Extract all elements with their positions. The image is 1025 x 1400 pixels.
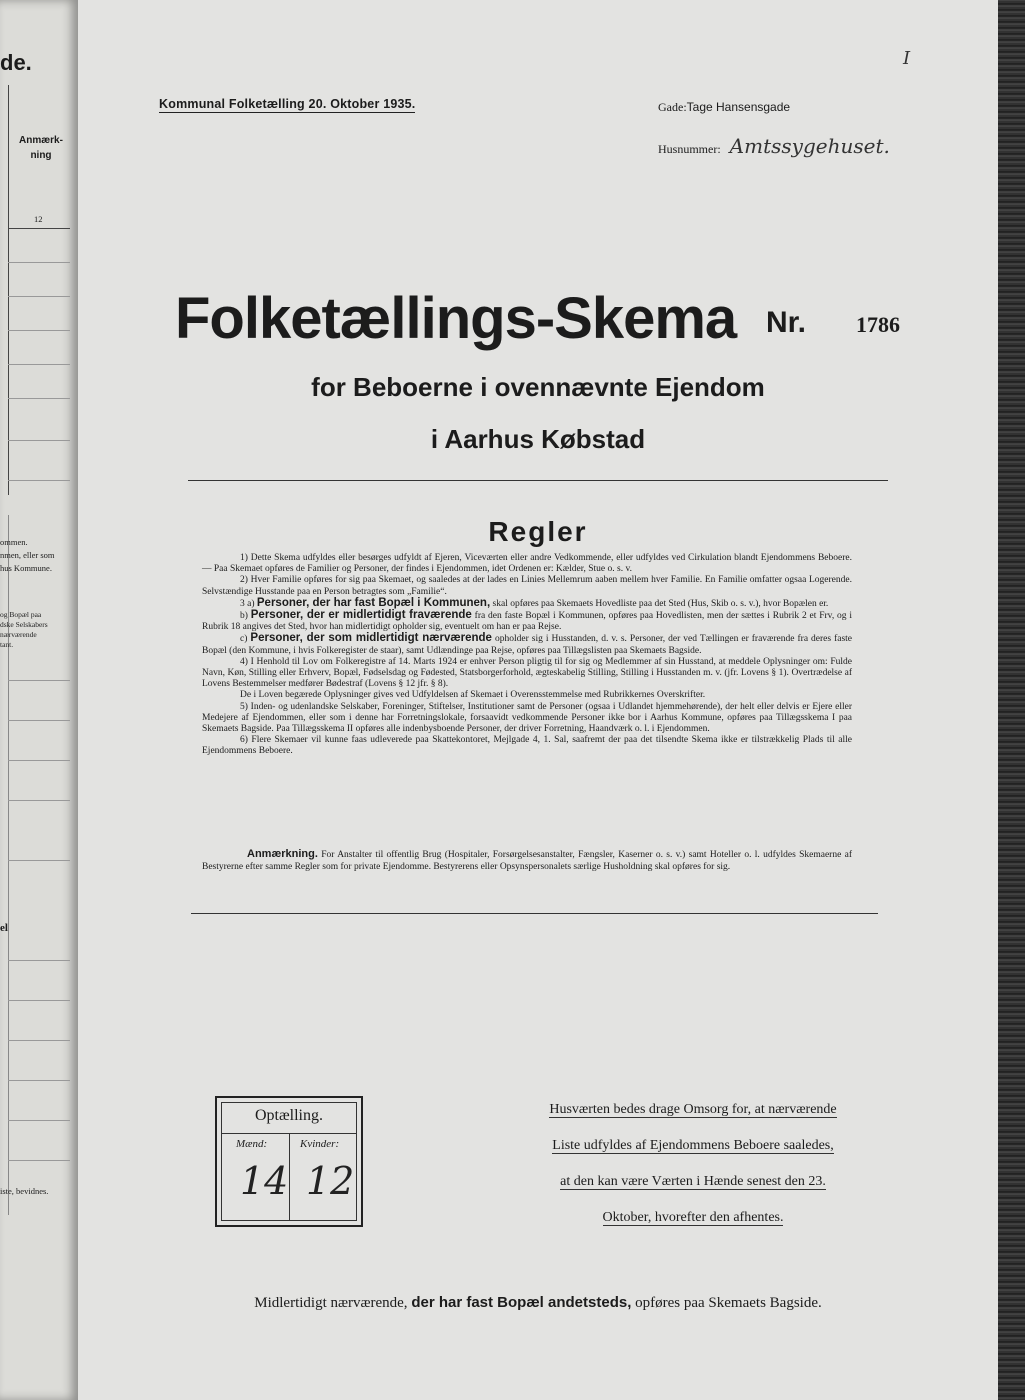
rule-4b: De i Loven begærede Oplysninger gives ved Udfyldelsen af Skemaet i Overensstemmelse med Rubrikkernes Overskrifter. <box>240 690 706 701</box>
count-box <box>215 1096 363 1227</box>
house-number-field <box>658 134 890 158</box>
street-value: Tage Hansensgade <box>686 100 791 114</box>
left-page-rule <box>8 1040 70 1041</box>
left-page-text: ommen. <box>0 537 28 547</box>
men-label: Mænd: <box>236 1138 268 1150</box>
census-form-page <box>78 0 998 1400</box>
annotation-label: Anmærkning. <box>247 848 318 860</box>
left-page-rule <box>8 800 70 801</box>
left-page-rule <box>8 960 70 961</box>
left-page-rule <box>8 330 70 331</box>
notice-line: Liste udfyldes af Ejendommens Beboere saaledes, <box>552 1138 834 1153</box>
left-page-rule <box>8 1000 70 1001</box>
left-page-text: nmen, eller som <box>0 550 55 560</box>
left-page-rule <box>8 720 70 721</box>
landlord-notice <box>508 1100 878 1244</box>
left-page-text: tant. <box>0 640 14 649</box>
street-field <box>658 100 790 115</box>
left-page-text: dske Selskabers <box>0 620 48 629</box>
left-page-rule <box>8 262 70 263</box>
rule-1: 1) Dette Skema udfyldes eller besørges udfyldt af Ejeren, Viceværten eller andre Vedkommende, eller udfyldes ved Cirkulation blandt Ejendommens Beboere. — Paa Skemaet opføres de Familier og Personer, der findes i Ejendommen, idet Ordenen er: Kælder, Stue o. s. v. <box>202 553 852 575</box>
footer-note: Midlertidigt nærværende, der har fast Bopæl andetsteds, opføres paa Skemaets Bagside. <box>254 1294 822 1311</box>
women-count: 12 <box>306 1159 355 1203</box>
notice-line: Oktober, hvorefter den afhentes. <box>602 1210 784 1225</box>
book-edge <box>998 0 1025 1400</box>
rules-text <box>202 553 852 758</box>
form-subtitle: for Beboerne i ovennævnte Ejendom <box>311 372 765 402</box>
left-page-text: nærværende <box>0 630 37 639</box>
census-header: Kommunal Folketælling 20. Oktober 1935. <box>159 97 416 111</box>
left-page-rule <box>8 85 9 495</box>
left-page-rule <box>8 860 70 861</box>
annotation-text: For Anstalter til offentlig Brug (Hospitaler, Forsørgelsesanstalter, Fængsler, Kaserner o. s. v.) samt Hoteller o. l. udfyldes Skemaerne af Bestyrerne efter samme Regler som for private Ejendomme. Bestyrerens eller Opsynspersonalets særlige Husholdning skal opføres for sig. <box>202 850 853 872</box>
left-page-column-number: 12 <box>34 214 43 224</box>
rule-3c: c) Personer, der som midlertidigt nærværende opholder sig i Husstanden, d. v. s. Personer, der ved Tællingen er fraværende fra deres faste Bopæl (den Kommune, i hvis Folkeregister de staar), samt Udlændinge paa Rejse, opføres paa Tillægslisten paa Skemaets Bagside. <box>202 632 853 656</box>
form-number-label: Nr. <box>766 306 807 339</box>
left-page-heading: de. <box>0 50 32 75</box>
rule-3b: b) Personer, der er midlertidigt fraværende fra den faste Bopæl i Kommunen, opføres paa Hovedlisten, men der sættes i Rubrik 2 et Frv, og i Rubrik 18 angives det Sted, hvor han midlertidigt opholder sig, eventuelt om han er paa Rejse. <box>202 609 853 633</box>
street-label: Gade: <box>658 100 687 114</box>
form-number-value: 1786 <box>856 312 900 337</box>
left-page-rule <box>8 228 70 229</box>
house-number-value: Amtssygehuset. <box>729 134 890 158</box>
rule-4: 4) I Henhold til Lov om Folkeregistre af 14. Marts 1924 er enhver Person pligtig til for sig og Medlemmer af sin Husstand, at meddele Oplysninger om: Fulde Navn, Køn, Stilling eller Erhverv, Bopæl, Fødselsdag og Fødested, Statsborgerforhold, ægteskabelig Stilling, Stilling i Husstanden m. v. (jfr. Lovens § 1). Overtrædelse af Lovens Bestemmelser medfører Bødestraf (Lovens § 12 jfr. § 8). <box>202 656 852 690</box>
divider <box>188 480 888 481</box>
rule-6: 6) Flere Skemaer vil kunne faas udleverede paa Skattekontoret, Mejlgade 4, 1. Sal, saafremt der paa det tilsendte Skema ikke er tilstrækkelig Plads til alle Ejendommens Beboere. <box>202 735 852 757</box>
left-page-text: el <box>0 922 8 934</box>
left-page-annotation-column: Anmærk- ning <box>19 135 63 161</box>
left-page-rule <box>8 296 70 297</box>
rule-5: 5) Inden- og udenlandske Selskaber, Foreninger, Stiftelser, Institutioner samt de Personer (ogsaa i Udlandet hjemmehørende), der helt eller delvis er Ejere eller Medejere af Ejendommen, eller som i denne har Forretningslokale, forsaavidt vedkommende Personer ikke bor i Aarhus Kommune, opføres paa Tillægsskema I paa Skemaets Bagside. Paa Tillægsskema II opføres alle indenbysboende Personer, der driver Forretning, Haandværk o. l. i Ejendommen. <box>202 701 852 735</box>
left-page-rule <box>8 398 70 399</box>
left-page-rule <box>8 760 70 761</box>
notice-line: Husværten bedes drage Omsorg for, at nærværende <box>549 1102 837 1117</box>
page-mark: I <box>903 48 911 69</box>
left-page-rule <box>8 440 70 441</box>
left-page-rule <box>8 480 70 481</box>
house-number-label: Husnummer: <box>658 142 721 156</box>
rule-3a: 3 a) Personer, der har fast Bopæl i Kommunen, skal opføres paa Skemaets Hovedliste paa det Sted (Hus, Skib o. s. v.), hvor Bopælen er. <box>240 596 829 609</box>
left-facing-page <box>0 0 78 1400</box>
left-page-text: iste, bevidnes. <box>0 1186 49 1196</box>
form-location: i Aarhus Købstad <box>430 424 646 454</box>
left-page-text: og Bopæl paa <box>0 610 42 619</box>
form-title: Folketællings-Skema <box>175 286 737 351</box>
rule-2: 2) Hver Familie opføres for sig paa Skemaet, og saaledes at der lades en Linies Mellemrum aaben mellem hver Familie. En Familie omfatter ogsaa Logerende. Selvstændige Husstande paa en Person betragtes som „Familie“. <box>202 575 852 597</box>
annotation-note <box>202 848 852 873</box>
count-column-divider <box>289 1133 290 1220</box>
left-page-rule <box>8 1120 70 1121</box>
left-page-rule <box>8 680 70 681</box>
men-count: 14 <box>240 1159 289 1203</box>
rules-heading: Regler <box>488 516 588 547</box>
left-page-rule <box>8 1160 70 1161</box>
count-title: Optælling. <box>254 1107 323 1124</box>
left-page-rule <box>8 364 70 365</box>
left-page-text: hus Kommune. <box>0 563 52 573</box>
left-page-rule <box>8 1080 70 1081</box>
notice-line: at den kan være Værten i Hænde senest den 23. <box>560 1174 826 1189</box>
divider <box>191 913 878 914</box>
women-label: Kvinder: <box>300 1138 340 1150</box>
